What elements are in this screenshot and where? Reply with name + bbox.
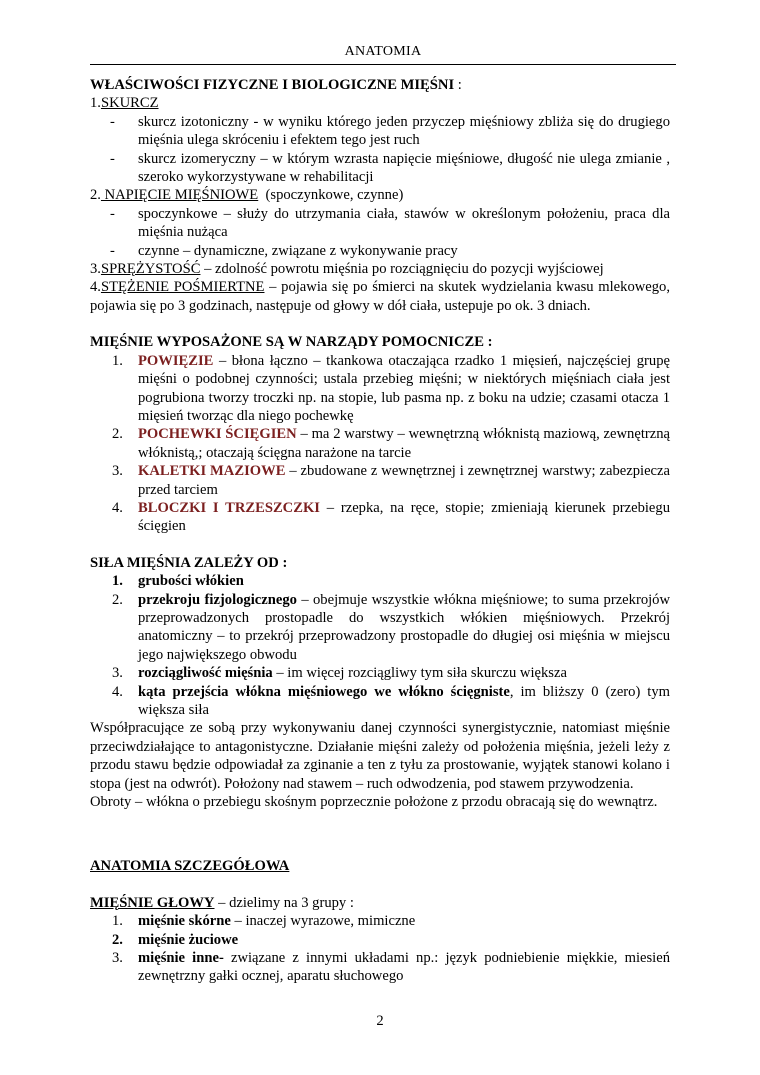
list-item: - czynne – dynamiczne, związane z wykonywanie pracy: [110, 242, 458, 259]
list-item: 1. grubości włókien: [112, 573, 244, 590]
list-item: - skurcz izotoniczny - w wyniku którego jeden przyczep mięśniowy zbliża się do drugiego mięśnia ulega skróceniu i efektem tego jest ruch: [110, 113, 670, 149]
head-muscles-list: [90, 912, 670, 986]
section-title-accessory-organs: MIĘŚNIE WYPOSAŻONE SĄ W NARZĄDY POMOCNICZE :: [90, 334, 493, 351]
subtitle-head-muscles: MIĘŚNIE GŁOWY – dzielimy na 3 grupy :: [90, 894, 354, 911]
list-item: 3. KALETKI MAZIOWE – zbudowane z wewnętrznej i zewnętrznej warstwy; zabezpiecza przed tarciem: [112, 463, 670, 498]
list-item: 2. POCHEWKI ŚCIĘGIEN – ma 2 warstwy – wewnętrzną włóknistą maziową, zewnętrzną włóknistą,; otaczają ścięgna narażone na tarcie: [112, 426, 670, 461]
list-item: 3. rozciągliwość mięśnia – im więcej rozciągliwy tym siła skurczu większa: [112, 665, 567, 682]
running-header: ANATOMIA: [344, 44, 422, 59]
item-skurcz: 1.SKURCZ: [90, 95, 159, 112]
list-item: 4. BLOCZKI I TRZESZCZKI – rzepka, na ręce, stopie; zmieniają kierunek przebiegu ścięgien: [112, 499, 670, 535]
list-item: 4. kąta przejścia włókna mięśniowego we włókno ścięgniste, im bliższy 0 (zero) tym większa siła: [112, 683, 670, 718]
list-item: 2. mięśnie żuciowe: [112, 931, 239, 948]
header-rule: [90, 64, 676, 65]
document-body: [90, 76, 670, 986]
section-title-muscle-strength: SIŁA MIĘŚNIA ZALEŻY OD :: [90, 554, 288, 571]
item-stezenie: 4.STĘŻENIE POŚMIERTNE – pojawia się po śmierci na skutek wydzielania kwasu mlekowego, pojawia się po 3 godzinach, następuje od głowy w dół ciała, ustepuje po ok. 3 dniach.: [90, 279, 670, 314]
muscle-strength-list: [90, 572, 670, 719]
list-item: - skurcz izomeryczny – w którym wzrasta napięcie mięśniowe, długość nie ulega zmianie , szeroko wykorzystywane w rehabilitacji: [110, 150, 670, 186]
item-sprezystosc: 3.SPRĘŻYSTOŚĆ – zdolność powrotu mięśnia po rozciągnięciu do pozycji wyjściowej: [90, 261, 604, 278]
paragraph-synergists: Współpracujące ze sobą przy wykonywaniu danej czynności synergistycznie, natomiast mięśnie przeciwdziałające to antagonistyczne. Działanie mięśni zależy od położenia mięśnia, jeżeli leży z przodu stawu będzie odpowiadał za zginanie a ten z tyłu za prostowanie, wyjątek stanowi kolano i stopa (jest na odwrót). Położony nad stawem – ruch odwodzenia, pod stawem przywodzenia.: [90, 720, 670, 792]
list-item: 1. mięśnie skórne – inaczej wyrazowe, mimiczne: [112, 913, 416, 930]
list-item: 3. mięśnie inne- związane z innymi układami np.: język podniebienie miękkie, miesień zewnętrzny gałki ocznej, aparatu słuchowego: [112, 950, 671, 985]
napiecie-list: [90, 205, 670, 260]
section-title-properties: WŁAŚCIWOŚCI FIZYCZNE I BIOLOGICZNE MIĘŚNI :: [90, 77, 462, 93]
list-item: - spoczynkowe – służy do utrzymania ciała, stawów w określonym położeniu, praca dla mięśnia nużąca: [110, 205, 670, 241]
item-napiecie: 2. NAPIĘCIE MIĘŚNIOWE (spoczynkowe, czynne): [90, 187, 404, 204]
paragraph-rotations: Obroty – włókna o przebiegu skośnym poprzecznie położone z przodu obracają się do wewnątrz.: [90, 794, 658, 811]
section-title-detailed-anatomy: ANATOMIA SZCZEGÓŁOWA: [90, 858, 290, 875]
accessory-organs-list: [90, 352, 670, 536]
page-number: 2: [376, 1013, 384, 1029]
list-item: 2. przekroju fizjologicznego – obejmuje wszystkie włókna mięśniowe; to suma przekrojów przeprowadzonych prostopadle do wszystkich włókien mięśniowych. Przekrój anatomiczny – to przekrój przeprowadzony prostopadle do długiej osi mięśnia w miejscu jego największego obwodu: [112, 591, 671, 663]
skurcz-list: [90, 113, 670, 187]
list-item: 1. POWIĘZIE – błona łączno – tkankowa otaczająca rzadko 1 mięsień, najczęściej grupę mięśni o podobnej czynności; ustala przebieg mięśni; w niektórych mięśniach ciała jest pogrubiona tworzy troczki np. na stopie, lub pasma np. z boku na udzie; czasami otacza 1 mięsień tworząc dla niego pochewkę: [112, 352, 670, 424]
